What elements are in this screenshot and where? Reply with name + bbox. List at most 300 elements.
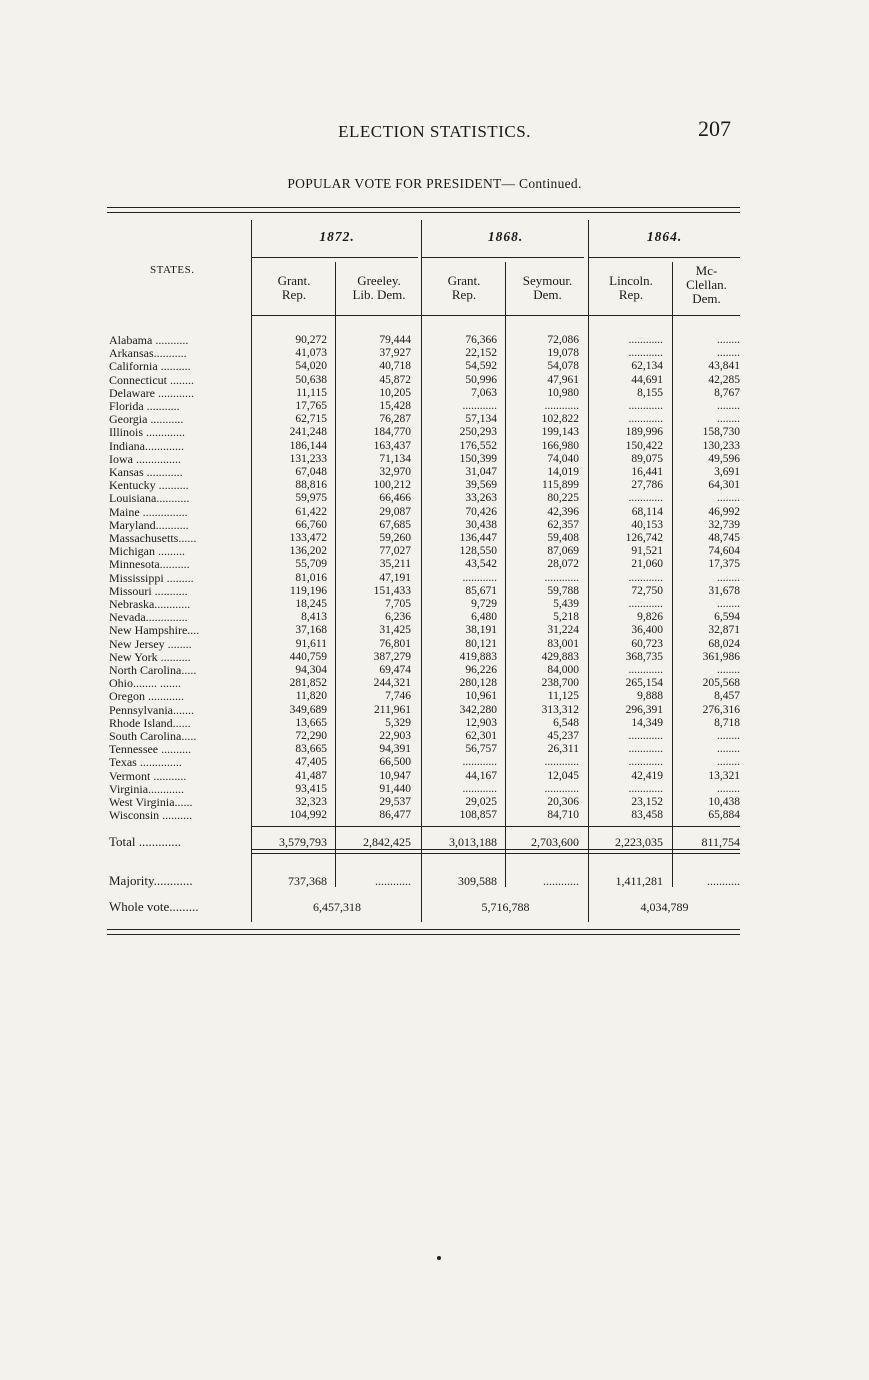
vote-cell: 41,073 — [295, 347, 327, 360]
vote-cell: 31,224 — [547, 624, 579, 637]
vote-cell: 429,883 — [541, 650, 579, 663]
state-name: Ohio........ ....... — [109, 677, 181, 691]
vote-cell: 16,441 — [631, 466, 663, 478]
column-header — [422, 274, 506, 302]
majority-cell: ........... — [707, 874, 740, 888]
vote-cell: 71,134 — [379, 452, 411, 465]
state-name: Vermont ........... — [109, 769, 187, 783]
page-number: 207 — [698, 116, 731, 141]
vote-cell: 10,205 — [379, 386, 411, 399]
column-header-line: Rep. — [618, 287, 644, 302]
vote-cell: 158,730 — [702, 426, 740, 439]
vote-cell: ............ — [628, 400, 663, 412]
vote-cell: 62,357 — [547, 518, 579, 531]
vote-cell: 10,438 — [708, 796, 740, 808]
table-row — [0, 783, 869, 796]
vote-cell: 84,000 — [547, 664, 579, 676]
table-row — [0, 532, 869, 545]
vote-cell: 6,480 — [471, 611, 497, 624]
vote-cell: 67,048 — [295, 466, 327, 478]
vote-cell: 80,225 — [547, 492, 579, 505]
vote-cell: 189,996 — [625, 426, 663, 439]
vote-cell: 8,767 — [714, 386, 740, 399]
vote-cell: 17,375 — [708, 558, 740, 571]
vote-cell: 163,437 — [373, 439, 411, 452]
state-name: Connecticut ........ — [109, 373, 194, 387]
table-row — [0, 334, 869, 347]
vote-cell: 62,301 — [465, 730, 497, 742]
vote-cell: 20,306 — [547, 796, 579, 808]
majority-row — [0, 873, 869, 889]
vote-cell: 13,665 — [295, 716, 327, 729]
vote-cell: 66,500 — [379, 756, 411, 769]
table-row — [0, 413, 869, 426]
vote-cell: 45,872 — [379, 373, 411, 386]
whole-vote-row — [0, 899, 869, 915]
vote-cell: ............ — [544, 756, 579, 769]
vote-cell: 64,301 — [708, 479, 740, 492]
vote-cell: 440,759 — [289, 650, 327, 663]
vote-cell: 280,128 — [459, 677, 497, 690]
vote-cell: 46,992 — [708, 505, 740, 518]
vote-cell: 387,279 — [373, 650, 411, 663]
vote-cell: 40,718 — [379, 360, 411, 373]
vote-cell: ............ — [544, 571, 579, 584]
state-name: Delaware ............ — [109, 386, 194, 400]
vote-cell: 44,167 — [465, 769, 497, 782]
vote-cell: ............ — [628, 598, 663, 610]
vote-cell: 80,121 — [465, 637, 497, 650]
state-name: West Virginia...... — [109, 796, 193, 809]
vote-cell: ............ — [628, 347, 663, 360]
vote-cell: 176,552 — [459, 439, 497, 452]
vote-cell: 18,245 — [295, 598, 327, 610]
state-name: Oregon ............ — [109, 690, 184, 704]
vote-cell: 83,458 — [631, 809, 663, 822]
vote-cell: 11,125 — [547, 690, 579, 703]
vote-cell: 19,078 — [547, 347, 579, 360]
vote-cell: 115,899 — [542, 479, 579, 492]
vote-cell: 65,884 — [708, 809, 740, 822]
vote-cell: 38,191 — [465, 624, 497, 637]
vote-cell: ............ — [628, 413, 663, 426]
vote-cell: ........ — [717, 598, 740, 610]
vote-cell: ........ — [717, 413, 740, 426]
table-row — [0, 809, 869, 822]
vote-cell: ........ — [717, 571, 740, 584]
vote-cell: 35,211 — [379, 558, 411, 571]
vote-cell: 368,735 — [625, 650, 663, 663]
column-header-line: Mc- — [695, 263, 718, 278]
table-row — [0, 585, 869, 598]
table-row — [0, 598, 869, 611]
vote-cell: ............ — [628, 492, 663, 505]
vote-cell: 150,422 — [625, 439, 663, 452]
vote-cell: 8,457 — [714, 690, 740, 703]
vote-cell: 199,143 — [541, 426, 579, 439]
vote-cell: 27,786 — [631, 479, 663, 492]
vote-cell: 281,852 — [289, 677, 327, 690]
vote-cell: 8,155 — [637, 386, 663, 399]
vote-cell: 14,349 — [631, 716, 663, 729]
vote-cell: 59,788 — [547, 584, 579, 597]
vote-cell: ............ — [462, 756, 497, 769]
vote-cell: 7,705 — [385, 598, 411, 610]
state-name: Arkansas........... — [109, 347, 187, 361]
vote-cell: 250,293 — [459, 426, 497, 439]
table-row — [0, 730, 869, 743]
year-header-1868: 1868. — [487, 229, 524, 244]
vote-cell: 9,826 — [637, 611, 663, 624]
vote-cell: 12,045 — [547, 769, 579, 782]
vote-cell: 54,592 — [465, 360, 497, 373]
table-row — [0, 677, 869, 690]
column-header-line: Dem. — [692, 291, 721, 306]
state-name: Michigan ......... — [109, 545, 185, 559]
table-row — [0, 558, 869, 571]
state-name: Tennessee .......... — [109, 743, 192, 757]
vote-cell: 31,047 — [465, 466, 497, 478]
vote-cell: 94,391 — [379, 743, 411, 756]
vote-cell: 6,594 — [714, 611, 740, 624]
state-name: Kansas ............ — [109, 466, 183, 479]
column-header — [506, 274, 589, 302]
vote-cell: ............ — [628, 664, 663, 676]
year-header-1864: 1864. — [646, 229, 683, 244]
vote-cell: ............ — [462, 400, 497, 412]
total-cell: 3,013,188 — [449, 835, 497, 849]
vote-cell: 102,822 — [541, 413, 579, 426]
vote-cell: 136,447 — [459, 532, 497, 544]
majority-cell: ............ — [375, 874, 411, 888]
vote-cell: ........ — [717, 492, 740, 505]
column-header-line: Grant. — [277, 273, 311, 288]
table-row — [0, 347, 869, 360]
state-name: New York .......... — [109, 650, 191, 664]
column-header-line: Clellan. — [686, 277, 727, 292]
vote-cell: 10,961 — [465, 690, 497, 703]
whole-vote-cell: 4,034,789 — [640, 900, 689, 914]
vote-cell: 10,980 — [547, 386, 579, 399]
state-name: Pennsylvania....... — [109, 703, 194, 717]
vote-cell: 59,975 — [295, 492, 327, 505]
vote-cell: 12,903 — [465, 716, 497, 729]
total-row — [0, 834, 869, 850]
vote-cell: 79,444 — [379, 334, 411, 346]
table-row — [0, 479, 869, 492]
vote-cell: 9,729 — [471, 598, 497, 610]
column-header-line: Lib. Dem. — [352, 287, 406, 302]
vote-cell: 22,903 — [379, 730, 411, 742]
vote-cell: 42,419 — [631, 769, 663, 782]
vote-cell: 44,691 — [631, 373, 663, 386]
vote-cell: 76,366 — [465, 334, 497, 346]
column-header-line: Greeley. — [357, 273, 401, 288]
vote-cell: 76,287 — [379, 413, 411, 426]
state-name: New Jersey ........ — [109, 637, 192, 651]
vote-cell: 59,408 — [547, 532, 579, 544]
vote-cell: ............ — [628, 756, 663, 769]
total-cell: 2,842,425 — [363, 835, 411, 849]
majority-cell: 737,368 — [288, 874, 327, 888]
vote-cell: 61,422 — [295, 505, 327, 518]
vote-cell: 13,321 — [708, 769, 740, 782]
vote-cell: 6,548 — [553, 716, 579, 729]
table-subtitle: POPULAR VOTE FOR PRESIDENT— Continued. — [287, 176, 582, 191]
vote-cell: 72,086 — [547, 334, 579, 346]
table-row — [0, 611, 869, 624]
vote-cell: 104,992 — [289, 809, 327, 822]
vote-cell: 241,248 — [289, 426, 327, 439]
vote-cell: 29,537 — [379, 796, 411, 808]
majority-label: Majority............ — [109, 873, 193, 888]
state-name: Nevada.............. — [109, 611, 188, 625]
vote-cell: 84,710 — [547, 809, 579, 822]
top-rule — [107, 212, 740, 213]
vote-cell: 91,611 — [295, 637, 327, 650]
vote-cell: 47,405 — [295, 756, 327, 769]
states-column-header: STATES. — [150, 264, 195, 276]
vote-cell: 60,723 — [631, 637, 663, 650]
vote-cell: 5,329 — [385, 716, 411, 729]
year-underline — [422, 257, 584, 258]
bottom-rule — [107, 934, 740, 935]
vote-cell: 50,638 — [295, 373, 327, 386]
vote-cell: 3,691 — [714, 466, 740, 478]
state-name: Maryland........... — [109, 518, 189, 532]
vote-cell: 5,218 — [553, 611, 579, 624]
table-row — [0, 387, 869, 400]
vote-cell: 81,016 — [295, 571, 327, 584]
vote-cell: 265,154 — [625, 677, 663, 690]
vote-cell: 67,685 — [379, 518, 411, 531]
column-header-line: Rep. — [451, 287, 477, 302]
vote-cell: 9,888 — [637, 690, 663, 703]
state-name: Louisiana........... — [109, 492, 190, 506]
table-row — [0, 492, 869, 505]
vote-cell: 238,700 — [541, 677, 579, 690]
table-row — [0, 519, 869, 532]
vote-cell: 37,927 — [379, 347, 411, 360]
majority-cell: ............ — [543, 874, 579, 888]
vote-cell: 66,466 — [379, 492, 411, 505]
table-row — [0, 453, 869, 466]
vote-cell: 151,433 — [373, 584, 411, 597]
year-header-1872: 1872. — [319, 229, 355, 244]
state-name: Nebraska............ — [109, 598, 191, 611]
vote-cell: 62,715 — [295, 413, 327, 426]
vote-cell: 8,413 — [301, 611, 327, 624]
vote-cell: 43,841 — [708, 360, 740, 373]
state-name: Massachusetts...... — [109, 532, 197, 545]
table-row — [0, 664, 869, 677]
vote-cell: 10,947 — [379, 769, 411, 782]
vote-cell: 55,709 — [295, 558, 327, 571]
column-header — [673, 264, 740, 306]
vote-cell: 62,134 — [631, 360, 663, 373]
table-row — [0, 717, 869, 730]
column-header — [252, 274, 336, 302]
vote-cell: 108,857 — [459, 809, 497, 822]
table-row — [0, 360, 869, 373]
table-row — [0, 743, 869, 756]
vote-cell: 89,075 — [631, 452, 663, 465]
state-name: Illinois ............. — [109, 426, 186, 440]
vote-cell: 7,063 — [471, 386, 497, 399]
vote-cell: 48,745 — [708, 532, 740, 544]
table-row — [0, 651, 869, 664]
column-header-line: Dem. — [533, 287, 562, 302]
vote-cell: 166,980 — [541, 439, 579, 452]
state-name: New Hampshire.... — [109, 624, 200, 638]
vote-cell: 85,671 — [465, 584, 497, 597]
state-name: Texas .............. — [109, 756, 182, 770]
vote-cell: 37,168 — [295, 624, 327, 637]
vote-cell: 22,152 — [465, 347, 497, 360]
vote-cell: 100,212 — [373, 479, 411, 492]
vote-cell: ........ — [717, 334, 740, 346]
vote-cell: 45,237 — [547, 730, 579, 742]
vote-cell: 184,770 — [373, 426, 411, 439]
vote-cell: 131,233 — [289, 452, 327, 465]
vote-cell: 57,134 — [465, 413, 497, 426]
vote-cell: 50,996 — [465, 373, 497, 386]
vote-cell: 87,069 — [547, 545, 579, 558]
total-cell: 811,754 — [701, 835, 740, 849]
vote-cell: 136,202 — [289, 545, 327, 558]
vote-cell: ............ — [628, 730, 663, 742]
table-row — [0, 770, 869, 783]
column-header-line: Rep. — [281, 287, 307, 302]
vote-cell: 32,739 — [708, 518, 740, 531]
vote-cell: 276,316 — [702, 703, 740, 716]
vote-cell: ............ — [628, 743, 663, 756]
vote-cell: ........ — [717, 347, 740, 360]
vote-cell: 40,153 — [631, 518, 663, 531]
vote-cell: 59,260 — [379, 532, 411, 544]
table-row — [0, 506, 869, 519]
vote-cell: 32,970 — [379, 466, 411, 478]
total-rule — [252, 826, 740, 827]
vote-cell: 54,020 — [295, 360, 327, 373]
vote-cell: ............ — [544, 782, 579, 795]
state-name: Alabama ........... — [109, 334, 189, 347]
vote-cell: 36,400 — [631, 624, 663, 637]
state-name: Kentucky .......... — [109, 479, 189, 493]
vote-cell: 128,550 — [459, 545, 497, 558]
vote-cell: 342,280 — [459, 703, 497, 716]
vote-cell: 56,757 — [465, 743, 497, 756]
vote-cell: 68,114 — [631, 505, 663, 518]
vote-cell: 41,487 — [295, 769, 327, 782]
vote-cell: 133,472 — [289, 532, 327, 544]
vote-cell: 43,542 — [465, 558, 497, 571]
vote-cell: ........ — [717, 756, 740, 769]
state-name: Mississippi ......... — [109, 571, 194, 585]
state-name: Florida ........... — [109, 400, 180, 413]
vote-cell: 32,871 — [708, 624, 740, 637]
vote-cell: 91,521 — [631, 545, 663, 558]
vote-cell: 66,760 — [295, 518, 327, 531]
vote-cell: 7,746 — [385, 690, 411, 703]
table-row — [0, 466, 869, 479]
vote-cell: 68,024 — [708, 637, 740, 650]
vote-cell: 74,040 — [547, 452, 579, 465]
table-row — [0, 440, 869, 453]
vote-cell: 77,027 — [379, 545, 411, 558]
vote-cell: 90,272 — [295, 334, 327, 346]
bottom-rule — [107, 929, 740, 930]
vote-cell: 69,474 — [379, 664, 411, 676]
vote-cell: 33,263 — [465, 492, 497, 505]
vote-cell: 419,883 — [459, 650, 497, 663]
vote-cell: 349,689 — [289, 703, 327, 716]
vote-cell: 21,060 — [631, 558, 663, 571]
vote-cell: 119,196 — [290, 584, 327, 597]
state-name: Iowa ............... — [109, 452, 181, 466]
vote-cell: 244,321 — [373, 677, 411, 690]
vote-cell: 86,477 — [379, 809, 411, 822]
vote-cell: 14,019 — [547, 466, 579, 478]
table-row — [0, 690, 869, 703]
vote-cell: 5,439 — [553, 598, 579, 610]
vote-cell: ............ — [462, 571, 497, 584]
vote-cell: 54,078 — [547, 360, 579, 373]
vote-cell: 186,144 — [289, 439, 327, 452]
vote-cell: ............ — [544, 400, 579, 412]
vote-cell: 15,428 — [379, 400, 411, 412]
table-row — [0, 426, 869, 439]
state-name: Rhode Island...... — [109, 716, 191, 730]
vote-cell: 28,072 — [547, 558, 579, 571]
vote-cell: 32,323 — [295, 796, 327, 808]
vote-cell: 296,391 — [625, 703, 663, 716]
vote-cell: 211,961 — [374, 703, 411, 716]
vote-cell: ............ — [462, 782, 497, 795]
column-header — [336, 274, 422, 302]
table-row — [0, 756, 869, 769]
state-name: Missouri ........... — [109, 584, 188, 598]
vote-cell: 30,438 — [465, 518, 497, 531]
table-row — [0, 545, 869, 558]
column-header — [589, 274, 673, 302]
vote-cell: 26,311 — [547, 743, 579, 756]
vote-cell: 42,396 — [547, 505, 579, 518]
vote-cell: 126,742 — [625, 532, 663, 544]
state-name: Indiana............. — [109, 439, 184, 453]
vote-cell: 11,820 — [295, 690, 327, 703]
vote-cell: 76,801 — [379, 637, 411, 650]
vote-cell: 72,290 — [295, 730, 327, 742]
vote-cell: 42,285 — [708, 373, 740, 386]
top-rule — [107, 207, 740, 208]
ink-speck — [437, 1256, 441, 1260]
vote-cell: ........ — [717, 730, 740, 742]
column-header-line: Grant. — [447, 273, 481, 288]
vote-cell: 17,765 — [295, 400, 327, 412]
vote-cell: 29,087 — [379, 505, 411, 518]
vote-cell: 31,678 — [708, 584, 740, 597]
vote-cell: 29,025 — [465, 796, 497, 808]
vote-cell: 93,415 — [295, 782, 327, 795]
table-row — [0, 624, 869, 637]
vote-cell: 8,718 — [714, 716, 740, 729]
vote-cell: 47,191 — [379, 571, 411, 584]
year-underline — [252, 257, 418, 258]
vote-cell: 23,152 — [631, 796, 663, 808]
vote-cell: 39,569 — [465, 479, 497, 492]
state-name: Virginia............ — [109, 782, 185, 796]
